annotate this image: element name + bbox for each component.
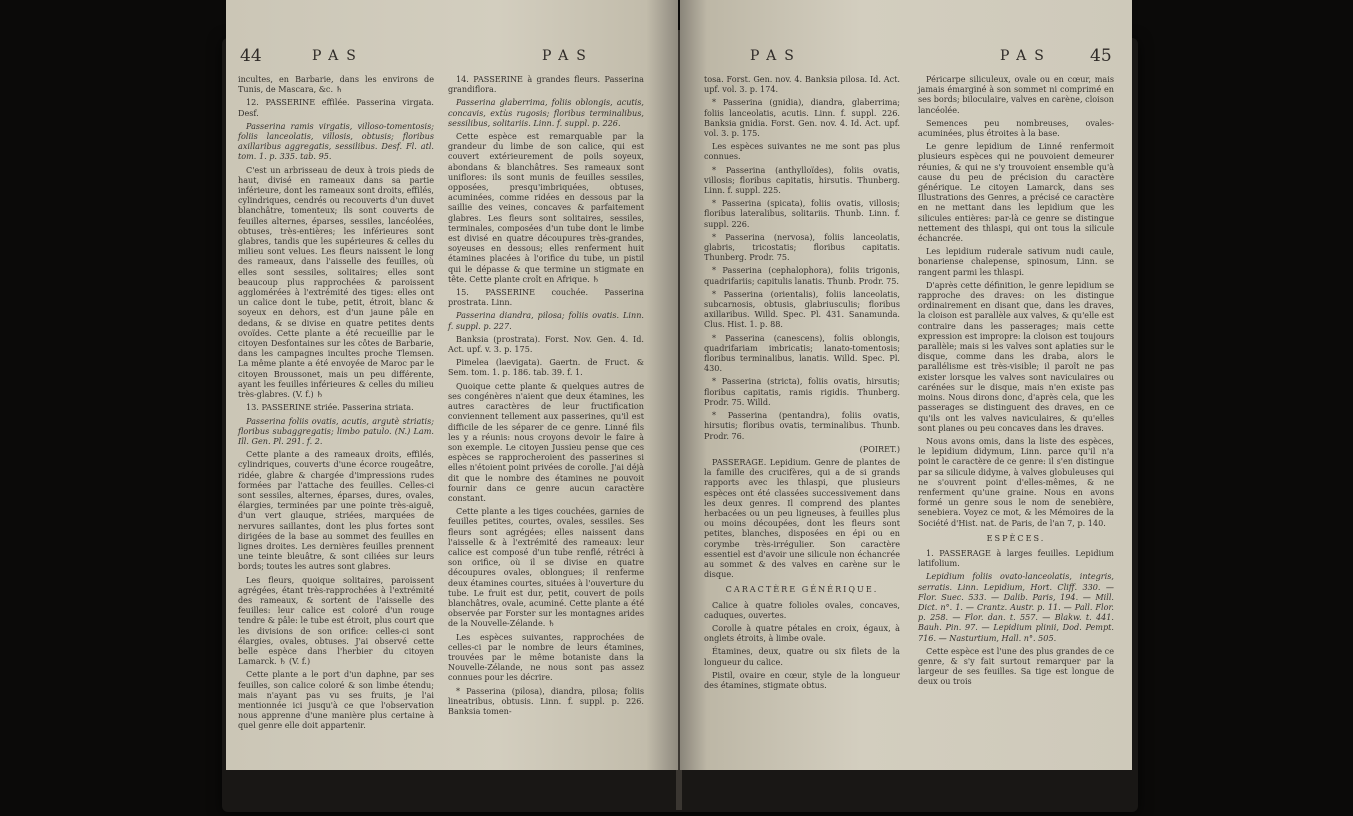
paragraph: Les espèces suivantes, rapprochées de celles-ci par le nombre de leurs étamines, trouvées par le même botaniste dans la Nouvelle-Zélande, ne nous sont pas assez connues pour les décrire. xyxy=(448,631,644,683)
paragraph: Le genre lepidium de Linné renfermoit plusieurs espèces qui ne pouvoient demeurer réunies, & qui ne s'y trouvoient ensemble qu'à cause du peu de précision du caractère générique. Le citoyen Lamarck, dans ses Illustrations des Genres, a précisé ce caractère en ne mettant dans les lepidium que les silicules entières: par-là ce genre se distingue nettement des thlaspi, qui ont tous la silicule échancrée. xyxy=(918,141,1114,244)
running-head-left: PAS xyxy=(312,48,364,64)
paragraph: * Passerina (spicata), foliis ovatis, villosis; floribus lateralibus, solitariis. Thunb. Linn. f. suppl. 226. xyxy=(704,198,900,229)
section-heading: ESPÈCES. xyxy=(986,532,1046,543)
running-head-right: PAS xyxy=(1000,48,1052,64)
paragraph: * Passerina (orientalis), foliis lanceolatis, subcarnosis, obtusis, glabriusculis; floribus axillaribus. Willd. Spec. Pl. 431. Sanamunda. Clus. Hist. 1. p. 88. xyxy=(704,288,900,330)
paragraph: Les lepidium ruderale sativum nudi caule, bonariense chalepense, spinosum, Linn. se rangent parmi les thlaspi. xyxy=(918,246,1114,277)
paragraph: Péricarpe siliculeux, ovale ou en cœur, mais jamais émarginé à son sommet ni comprimé en ses bords; biloculaire, valves en carène, cloison lancéolée. xyxy=(918,74,1114,115)
paragraph: PASSERAGE. Lepidium. Genre de plantes de la famille des crucifères, qui a de si grands rapports avec les thlaspi, que plusieurs espèces ont été classées successivement dans les deux genres. Il comprend des plantes herbacées ou un peu ligneuses, à feuilles plus ou moins découpées, dont les fleurs sont petites, blanches, disposées en épi ou en corymbe très-irrégulier. Son caractère essentiel est d'avoir une silicule non échancrée au sommet & des valves en carène sur le disque. xyxy=(704,456,900,580)
paragraph: 13. PASSERINE striée. Passerina striata. xyxy=(246,402,414,413)
right-page xyxy=(680,0,1132,770)
paragraph: Cette plante a les tiges couchées, garnies de feuilles petites, courtes, ovales, sessiles. Ses fleurs sont agrégées; elles naissent dans l'aisselle & à l'extrémité des rameaux: leur calice est composé d'un tube renflé, rétréci à son orifice, où il se divise en quatre découpures ovales, oblongues; il renferme deux étamines courtes, situées à l'ouverture du tube. Le fruit est dur, petit, couvert de poils blanchâtres, ovale, acuminé. Cette plante a été observée par Forster sur les montagnes arides de la Nouvelle-Zélande. ♄ xyxy=(448,506,644,629)
paragraph: Lepidium foliis ovato-lanceolatis, integris, serratis. Linn. Lepidium, Hort. Cliff. 330. — Flor. Suec. 533. — Dalib. Paris, 194. — Mill. Dict. n°. 1. — Crantz. Austr. p. 11. — Pall. Flor. p. 258. — Flor. dan. t. 557. — Blakw. t. 441. Bauh. Pin. 97. — Lepidium plinii, Dod. Pempt. 716. — Nasturtium, Hall. n°. 505. xyxy=(918,571,1114,643)
paragraph: Cette plante a le port d'un daphne, par ses feuilles, son calice coloré & son limbe étendu; mais n'ayant pas vu ses fruits, je l'ai mentionnée ici jusqu'à ce que l'observation nous apprenne d'une manière plus certaine à quel genre elle doit appartenir. xyxy=(238,669,434,731)
paragraph: Corolle à quatre pétales en croix, égaux, à onglets étroits, à limbe ovale. xyxy=(704,622,900,644)
paragraph: Banksia (prostrata). Forst. Nov. Gen. 4. Id. Act. upf. v. 3. p. 175. xyxy=(448,333,644,355)
paragraph: Nous avons omis, dans la liste des espèces, le lepidium didymum, Linn. parce qu'il n'a point le caractère de ce genre: il s'en distingue par sa silicule didyme, à valves globuleuses qui ne s'ouvrent point d'elles-mêmes, & ne renferment qu'une graine. Nous en avons formé un genre sous le nom de senebière, senebiera. Voyez ce mot, & les Mémoires de la Société d'Hist. nat. de Paris, de l'an 7, p. 140. xyxy=(918,435,1114,528)
paragraph: tosa. Forst. Gen. nov. 4. Banksia pilosa. Id. Act. upf. vol. 3. p. 174. xyxy=(704,74,900,95)
paragraph: incultes, en Barbarie, dans les environs de Tunis, de Mascara, &c. ♄ xyxy=(238,74,434,95)
paragraph: Semences peu nombreuses, ovales-acuminées, plus étroites à la base. xyxy=(918,117,1114,139)
paragraph: Étamines, deux, quatre ou six filets de la longueur du calice. xyxy=(704,646,900,667)
paragraph: Quoique cette plante & quelques autres de ses congénères n'aient que deux étamines, les autres caractères de leur fructification conviennent tellement aux passerines, qu'il est difficile de les séparer de ce genre. Linné fils les y a réunis: nous croyons devoir le faire à son exemple. Le citoyen Jussieu pense que ces espèces se rapprocheroient des passerines si elles n'étoient point privées de corolle. J'ai déjà dit que le nombre des étamines ne pouvoit fournir dans ce genre aucun caractère constant. xyxy=(448,380,644,503)
paragraph: 12. PASSERINE effilée. Passerina virgata. Desf. xyxy=(238,97,434,118)
paragraph: Pistil, ovaire en cœur, style de la longueur des étamines, stigmate obtus. xyxy=(704,669,900,690)
paragraph: Pimelea (laevigata). Gaertn. de Fruct. & Sem. tom. 1. p. 186. tab. 39. f. 1. xyxy=(448,357,644,378)
right-page-header xyxy=(680,46,1132,72)
paragraph: * Passerina (stricta), foliis ovatis, hirsutis; floribus capitatis, ramis rigidis. Thunberg. Prodr. 75. Willd. xyxy=(704,376,900,407)
column-head-left: PAS xyxy=(542,48,594,64)
right-column-1 xyxy=(704,74,900,693)
paragraph: Calice à quatre folioles ovales, concaves, caduques, ouvertes. xyxy=(704,599,900,620)
paragraph: * Passerina (cephalophora), foliis trigonis, quadrifariis; capitulis lanatis. Thunb. Prodr. 75. xyxy=(704,265,900,286)
paragraph: Les espèces suivantes ne me sont pas plus connues. xyxy=(704,141,900,162)
paragraph: D'après cette définition, le genre lepidium se rapproche des draves: on les distingue ordinairement en disant que, dans les draves, la cloison est parallèle aux valves, & qu'elle est contraire dans les passerages; mais cette expression est impropre: la cloison est toujours parallèle; mais si les valves sont aplaties sur le disque, comme dans les draba, alors le parallélisme est très-visible; il paroît ne pas exister lorsque les valves sont naviculaires ou carénées sur le disque, mais n'en existe pas moins. Nous dirons donc, d'après cela, que les passerages se distinguent des draves, en ce qu'ils ont les valves naviculaires, & qu'elles sont planes ou peu concaves dans les draves. xyxy=(918,279,1114,433)
paragraph: * Passerina (canescens), foliis oblongis, quadrifariam imbricatis; lanato-tomentosis; floribus terminalibus, lanatis. Willd. Spec. Pl. 430. xyxy=(704,332,900,374)
paragraph: Passerina foliis ovatis, acutis, argutè striatis; floribus subaggregatis; limbo patulo. (N.) Lam. Ill. Gen. Pl. 291. f. 2. xyxy=(238,415,434,446)
page-number-right: 45 xyxy=(1090,46,1112,66)
section-heading: CARACTÈRE GÉNÉRIQUE. xyxy=(725,584,879,595)
paragraph: Cette plante a des rameaux droits, effilés, cylindriques, couverts d'une écorce rougeâtre, ridée, glabre & chargée d'impressions rudes formées par l'attache des feuilles. Celles-ci sont sessiles, alternes, éparses, dures, ovales, élargies, terminées par une pointe très-aiguë, d'un vert glauque, striées, marquées de nervures saillantes, dont les plus fortes sont dirigées de la base au sommet des feuilles en lignes droites. Les dernières feuilles prennent une teinte bleuâtre, & sont ciliées sur leurs bords; toutes les autres sont glabres. xyxy=(238,449,434,572)
paragraph: * Passerina (gnidia), diandra, glaberrima; foliis lanceolatis, acutis. Linn. f. suppl. 226. Banksia gnidia. Forst. Gen. nov. 4. Id. Act. upf. vol. 3. p. 175. xyxy=(704,97,900,139)
column-head-right: PAS xyxy=(750,48,802,64)
paragraph: * Passerina (anthylloïdes), foliis ovatis, villosis; floribus capitatis, hirsutis. Thunberg. Linn. f. suppl. 225. xyxy=(704,164,900,196)
author-signature: (POIRET.) xyxy=(859,443,900,454)
left-column-2 xyxy=(448,74,644,719)
paragraph: Passerina ramis virgatis, villoso-tomentosis; foliis lanceolatis, villosis, obtusis; floribus axillaribus aggregatis, sessilibus. Desf. Fl. atl. tom. 1. p. 335. tab. 95. xyxy=(238,120,434,162)
paragraph: C'est un arbrisseau de deux à trois pieds de haut, divisé en rameaux dans sa partie inférieure, dont les rameaux sont droits, effilés, cylindriques, cendrés ou recouverts d'un duvet blanchâtre, tomenteux; ils sont couverts de feuilles alternes, éparses, sessiles, lancéolées, obtuses, très-entières; les inférieures sont glabres, tandis que les supérieures & celles du milieu sont velues. Les fleurs naissent le long des rameaux, dans l'aisselle des feuilles, où elles sont sessiles, solitaires; elles sont beaucoup plus rapprochées & paroissent agglomérées à l'extrémité des tiges: elles ont un calice dont le tube, petit, étroit, blanc & soyeux en dehors, est d'un jaune pâle en dedans, & se divise en quatre petites dents ovoïdes. Cette plante a été recueillie par le citoyen Desfontaines sur les côtes de Barbarie, dans les campagnes incultes proche Tlemsen. La même plante a été envoyée de Maroc par le citoyen Broussonet, mais un peu différente, ayant les feuilles inférieures & celles du milieu très-glabres. (V. f.) ♄ xyxy=(238,164,434,400)
paragraph: * Passerina (nervosa), foliis lanceolatis, glabris, tricostatis; floribus capitatis. Thunberg. Prodr. 75. xyxy=(704,231,900,263)
paragraph: Cette espèce est l'une des plus grandes de ce genre, & s'y fait surtout remarquer par la largeur de ses feuilles. Sa tige est longue de deux ou trois xyxy=(918,645,1114,687)
paragraph: Passerina diandra, pilosa; foliis ovatis. Linn. f. suppl. p. 227. xyxy=(448,310,644,331)
paragraph: 1. PASSERAGE à larges feuilles. Lepidium latifolium. xyxy=(918,547,1114,569)
paragraph: * Passerina (pilosa), diandra, pilosa; foliis lineatribus, obtusis. Linn. f. suppl. p. 226. Banksia tomen- xyxy=(448,685,644,716)
paragraph: * Passerina (pentandra), foliis ovatis, hirsutis; floribus ovatis, terminalibus. Thunb. Prodr. 76. xyxy=(704,410,900,441)
left-column-1 xyxy=(238,74,434,734)
paragraph: Les fleurs, quoique solitaires, paroissent agrégées, étant très-rapprochées à l'extrémité des rameaux, & sortent de l'aisselle des feuilles: leur calice est coloré d'un rouge tendre & pâle: le tube est étroit, plus court que les divisions de son orifice: celles-ci sont élargies, ovales, obtuses. J'ai observé cette belle espèce dans l'herbier du citoyen Lamarck. ♄ (V. f.) xyxy=(238,574,434,667)
paragraph: 14. PASSERINE à grandes fleurs. Passerina grandiflora. xyxy=(448,74,644,95)
left-page xyxy=(226,0,678,770)
left-page-header xyxy=(226,46,678,72)
right-column-2 xyxy=(918,74,1114,690)
paragraph: Passerina glaberrima, foliis oblongis, acutis, concavis, extùs rugosis; floribus terminalibus, sessilibus, solitariis. Linn. f. suppl. p. 226. xyxy=(448,97,644,128)
paragraph: Cette espèce est remarquable par la grandeur du limbe de son calice, qui est couvert extérieurement de poils soyeux, abondans & blanchâtres. Ses rameaux sont uniflores: ils sont munis de feuilles sessiles, opposées, presqu'imbriquées, obtuses, acuminées, comme ridées en dessous par la saillie des veines, concaves & parfaitement glabres. Les fleurs sont solitaires, sessiles, terminales, composées d'un tube dont le limbe est divisé en quatre découpures très-grandes, soyeuses en dessous; elles renferment huit étamines placées à l'orifice du tube, un pistil qui le dépasse & que termine un stigmate en tête. Cette plante croît en Afrique. ♄ xyxy=(448,131,644,284)
paragraph: 15. PASSERINE couchée. Passerina prostrata. Linn. xyxy=(448,287,644,308)
page-number-left: 44 xyxy=(240,46,262,66)
